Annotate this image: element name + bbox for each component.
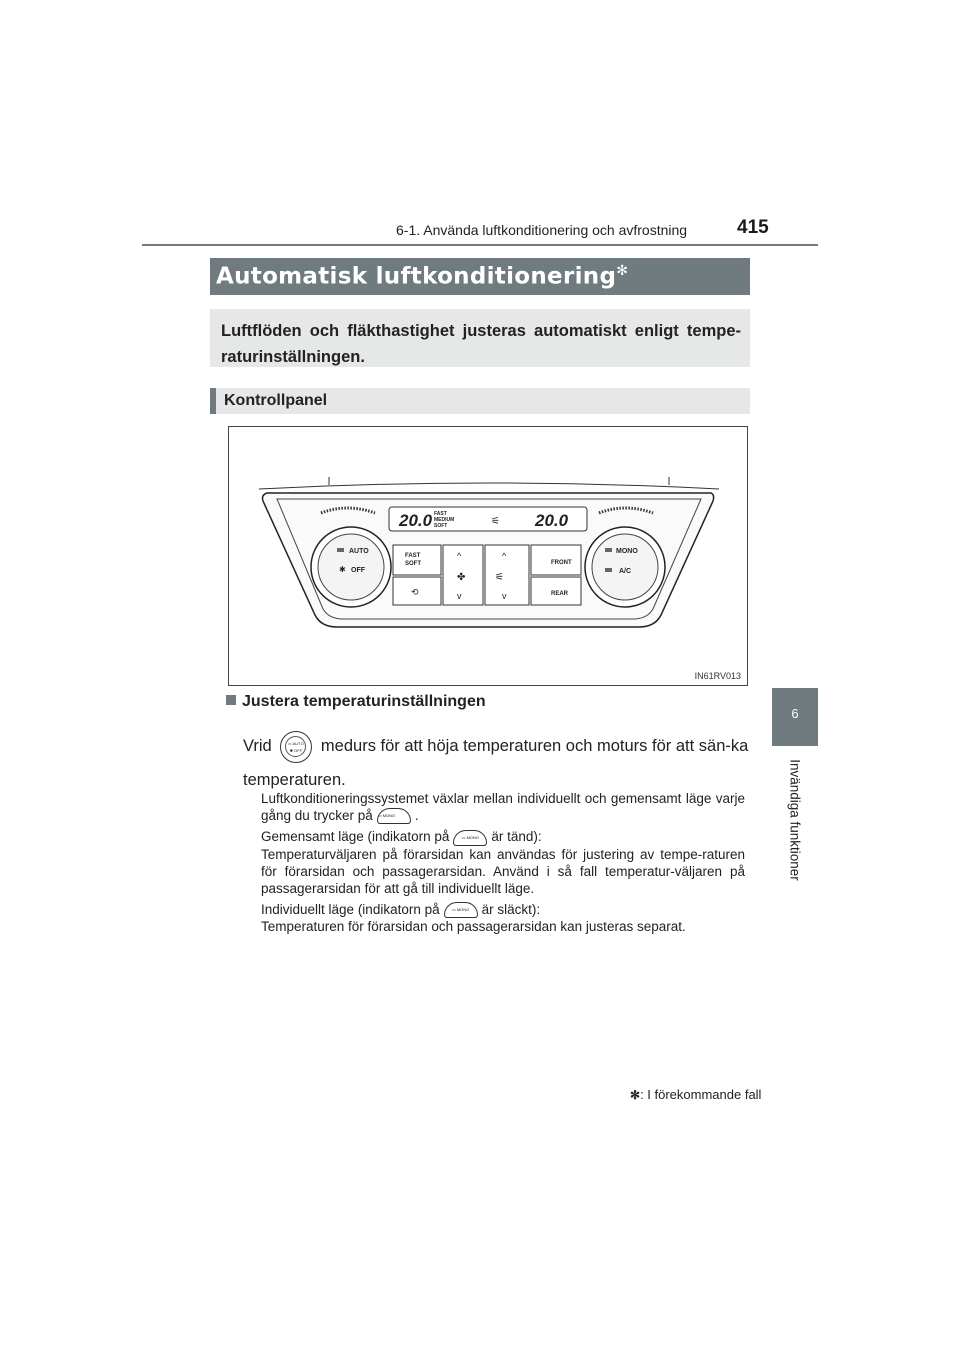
footnote-text: : I förekommande fall bbox=[640, 1087, 762, 1102]
ac-button-label: A/C bbox=[619, 568, 632, 575]
title-asterisk: ✻ bbox=[616, 263, 629, 279]
section-title-bar bbox=[210, 258, 750, 295]
mode-up-icon: ^ bbox=[502, 551, 507, 561]
mono-button-label: MONO bbox=[616, 548, 638, 555]
subsection-bar bbox=[210, 388, 750, 414]
section-title bbox=[216, 263, 628, 290]
fan-icon: ✤ bbox=[457, 572, 466, 583]
airflow-display-icon: ⚟ bbox=[491, 516, 500, 527]
subsection-title: Kontrollpanel bbox=[224, 392, 328, 409]
fan-down-icon: v bbox=[457, 591, 462, 601]
page-number: 415 bbox=[737, 217, 769, 238]
note-1-end: . bbox=[414, 808, 419, 823]
control-panel-figure bbox=[228, 426, 748, 686]
header-divider bbox=[142, 244, 818, 246]
subsection-accent bbox=[210, 388, 216, 414]
note-1 bbox=[261, 790, 745, 824]
display-temp-right: 20.0 bbox=[535, 511, 569, 530]
fan-mode-fast: FAST bbox=[434, 511, 447, 517]
fan-off-icon: ✱ bbox=[339, 565, 346, 574]
off-button-label: OFF bbox=[351, 567, 365, 574]
subheading-text: Justera temperaturinställningen bbox=[242, 693, 486, 710]
intro-text: Luftflöden och fläkthastighet justeras automatiskt enligt tempe-raturinställningen. bbox=[221, 322, 741, 366]
intro-box bbox=[210, 309, 750, 367]
body-paragraph bbox=[243, 729, 749, 797]
subheading bbox=[226, 693, 486, 711]
note-3-lead-end: är släckt): bbox=[481, 901, 541, 917]
notes-block bbox=[261, 790, 745, 939]
note-1-text: Luftkonditioneringssystemet växlar mellan individuellt och gemensamt läge varje gång du trycker på bbox=[261, 791, 745, 823]
fan-up-icon: ^ bbox=[457, 551, 462, 561]
chapter-label: Invändiga funktioner bbox=[787, 759, 803, 881]
chapter-tab bbox=[772, 688, 818, 746]
mode-down-icon: v bbox=[502, 591, 507, 601]
fast-button-label: FAST bbox=[405, 553, 421, 559]
auto-button-label: AUTO bbox=[349, 548, 369, 555]
note-3-body: Temperaturen för förarsidan och passagerarsidan kan justeras separat. bbox=[261, 919, 686, 935]
soft-button-label: SOFT bbox=[405, 561, 421, 567]
note-3 bbox=[261, 901, 745, 935]
fan-mode-soft: SOFT bbox=[434, 523, 448, 529]
note-2-body: Temperaturväljaren på förarsidan kan användas för justering av tempe-raturen för förarsidan och passagerarsidan. Använd i så fall temperatur-väljaren på passagerarsidan för att gå till individuellt läge. bbox=[261, 846, 745, 896]
display-temp-left: 20.0 bbox=[399, 511, 433, 530]
mono-button-icon: ▭ MONO bbox=[444, 902, 478, 918]
footnote bbox=[630, 1087, 761, 1102]
mono-button-icon: ▭ MONO bbox=[453, 830, 487, 846]
note-2-lead-end: är tänd): bbox=[491, 829, 542, 845]
chapter-number: 6 bbox=[791, 706, 799, 721]
rear-defog-label: REAR bbox=[551, 591, 569, 597]
note-2 bbox=[261, 828, 745, 896]
body-pre: Vrid bbox=[243, 737, 272, 755]
fan-mode-medium: MEDIUM bbox=[434, 517, 455, 523]
front-defog-label: FRONT bbox=[551, 560, 572, 566]
running-header-section: 6-1. Använda luftkonditionering och avfrostning bbox=[396, 222, 688, 238]
airflow-mode-icon: ⚟ bbox=[495, 572, 504, 583]
figure-code: IN61RV013 bbox=[694, 671, 741, 681]
note-3-lead: Individuellt läge (indikatorn på bbox=[261, 901, 440, 917]
body-post: medurs för att höja temperaturen och moturs för att sän-ka temperaturen. bbox=[243, 737, 749, 789]
recirculation-icon: ⟲ bbox=[411, 587, 419, 597]
section-title-text: Automatisk luftkonditionering bbox=[216, 263, 617, 290]
subheading-bullet bbox=[226, 695, 236, 705]
mono-button-icon: ▭ MONO bbox=[377, 808, 411, 824]
control-panel-illustration bbox=[229, 427, 747, 685]
footnote-asterisk: ✻ bbox=[630, 1088, 641, 1102]
note-2-lead: Gemensamt läge (indikatorn på bbox=[261, 829, 450, 845]
temperature-dial-icon: ▭ AUTO ✱ OFF bbox=[280, 731, 312, 763]
